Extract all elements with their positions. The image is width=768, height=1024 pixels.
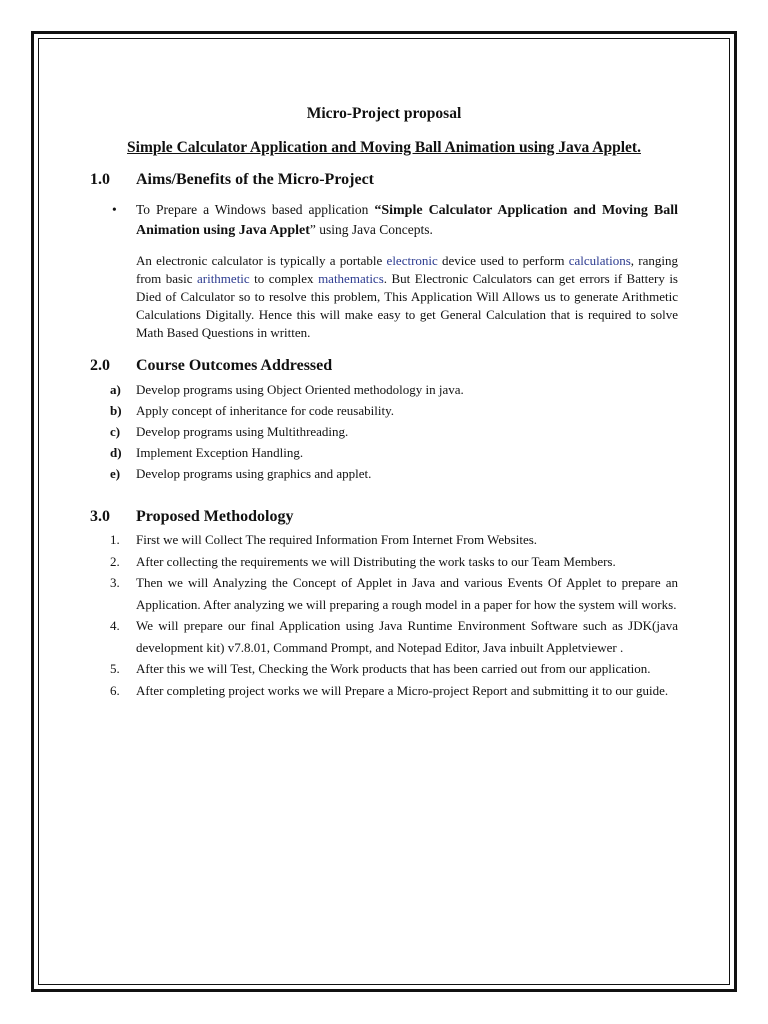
list-marker: 3. [110, 575, 120, 590]
list-item [110, 680, 678, 702]
para-text-2: device used to perform [437, 253, 569, 268]
aims-bullet-text [136, 200, 678, 240]
list-item-text: Implement Exception Handling. [136, 445, 304, 460]
list-marker: 6. [110, 682, 120, 698]
para-text-3: , ranging from basic [136, 253, 678, 286]
list-item [110, 379, 678, 400]
section-2-number: 2.0 [90, 357, 110, 374]
list-item [110, 615, 678, 658]
section-3-number: 3.0 [90, 508, 110, 525]
list-item-text: Develop programs using Object Oriented methodology in java. [136, 382, 464, 397]
document-title: Micro-Project proposal [306, 105, 462, 122]
course-outcomes-list [90, 379, 678, 484]
section-1-title: Aims/Benefits of the Micro-Project [136, 171, 374, 188]
list-item [110, 572, 678, 615]
list-item-text: After collecting the requirements we will Distributing the work tasks to our Team Members. [136, 553, 616, 569]
document-subtitle: Simple Calculator Application and Moving Ball Animation using Java Applet. [127, 139, 641, 156]
list-item-text: Then we will Analyzing the Concept of Applet in Java and various Events Of Applet to prepare an Application. After analyzing we will preparing a rough model in a paper for how the system will works. [136, 575, 678, 612]
para-text-1: An electronic calculator is typically a portable [136, 253, 387, 268]
document-content [90, 104, 678, 701]
para-text-5: . But Electronic Calculators can get errors if Battery is Died of Calculator so to resolve this problem, This Application Will Allows us to generate Arithmetic Calculations Digitally. Hence this will make easy to get General Calculation that is required to solve Math Based Questions in written. [136, 271, 678, 340]
section-3-heading [90, 507, 678, 527]
aims-bullet-suffix: ” using Java Concepts. [309, 222, 433, 237]
list-item [110, 551, 678, 573]
list-item-text: Develop programs using Multithreading. [136, 424, 349, 439]
list-item-text: After completing project works we will Prepare a Micro-project Report and submitting it to our guide. [136, 682, 669, 698]
list-item-text: After this we will Test, Checking the Work products that has been carried out from our application. [136, 661, 651, 676]
link-electronic[interactable]: electronic [386, 253, 438, 268]
list-marker: c) [110, 424, 121, 439]
list-item [110, 442, 678, 463]
list-marker: d) [110, 445, 122, 460]
list-marker: 1. [110, 532, 120, 547]
list-marker: 4. [110, 618, 120, 633]
methodology-list [90, 529, 678, 701]
list-marker: a) [110, 382, 121, 397]
link-arithmetic[interactable]: arithmetic [196, 271, 250, 286]
section-2-title: Course Outcomes Addressed [136, 357, 333, 374]
list-marker: 5. [110, 661, 120, 676]
aims-paragraph [136, 252, 678, 342]
list-item-text: Apply concept of inheritance for code reusability. [136, 403, 394, 418]
section-1-heading [90, 170, 678, 190]
list-item-text: We will prepare our final Application using Java Runtime Environment Software such as JDK(java development kit) v7.8.01, Command Prompt, and Notepad Editor, Java inbuilt Appletviewer . [136, 618, 678, 655]
section-1-number: 1.0 [90, 171, 110, 188]
list-item [110, 400, 678, 421]
list-marker: 2. [110, 553, 120, 569]
list-marker: b) [110, 403, 122, 418]
para-text-4: to complex [249, 271, 319, 286]
list-item-text: Develop programs using graphics and applet. [136, 466, 372, 481]
list-item [110, 463, 678, 484]
aims-bullet-prefix: To Prepare a Windows based application [136, 202, 375, 217]
list-item [110, 529, 678, 551]
link-mathematics[interactable]: mathematics [318, 271, 384, 286]
section-2-heading [90, 356, 678, 376]
list-item [110, 421, 678, 442]
list-marker: e) [110, 466, 121, 481]
aims-bullet-bold: “Simple Calculator Application and Moving Ball Animation using Java Applet [136, 203, 678, 238]
bullet-dot-icon: • [112, 202, 117, 217]
list-item-text: First we will Collect The required Information From Internet From Websites. [136, 532, 538, 547]
section-3-title: Proposed Methodology [136, 508, 294, 525]
link-calculations[interactable]: calculations [568, 253, 631, 268]
list-item [110, 658, 678, 680]
aims-bullet [112, 200, 678, 240]
